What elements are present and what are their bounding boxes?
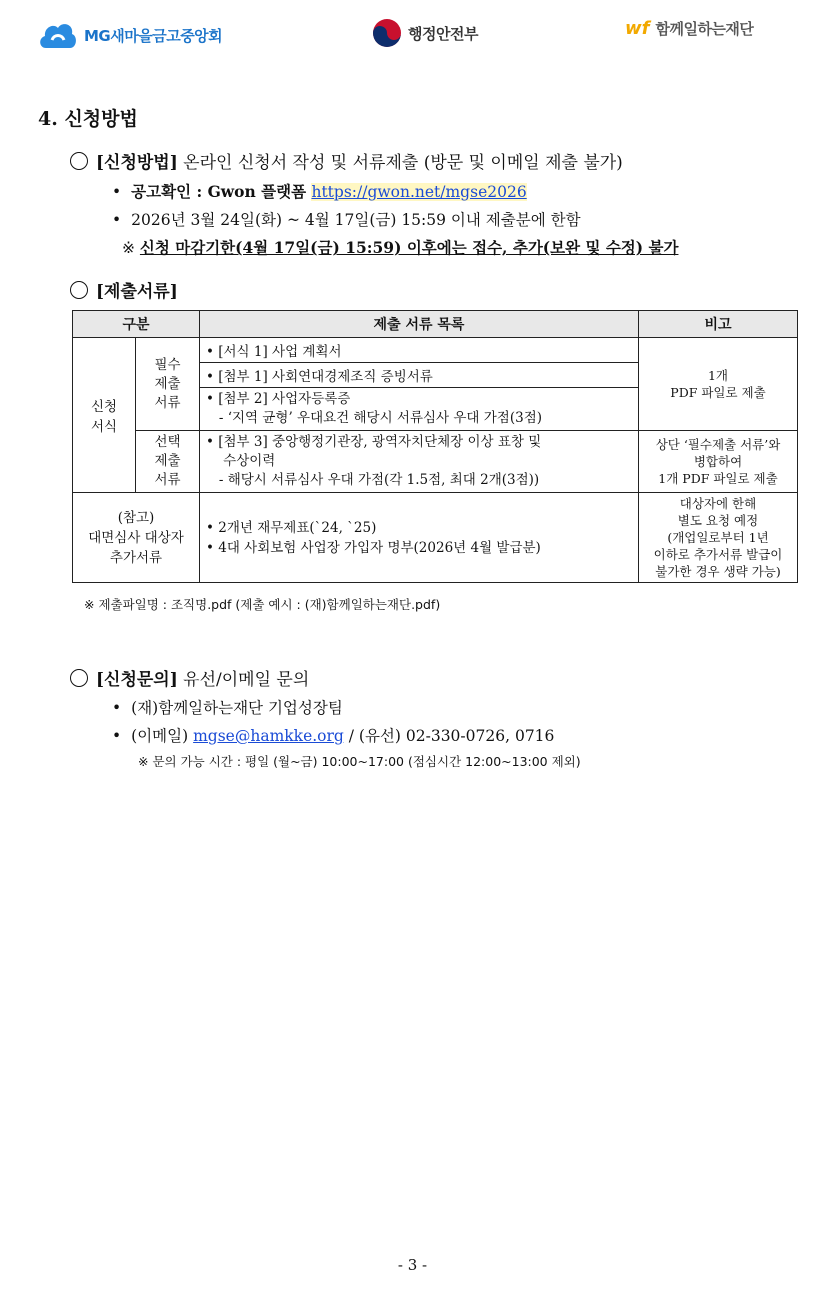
inquiry-hours: ※ 문의 가능 시간 : 평일 (월~금) 10:00~17:00 (점심시간 12:00~13:00 제외) <box>138 754 581 769</box>
apply-method-heading <box>70 148 623 173</box>
filename-footnote: ※ 제출파일명 : 조직명.pdf (제출 예시 : (재)함께일하는재단.pdf) <box>84 597 441 612</box>
circle-bullet-icon <box>70 669 88 687</box>
inquiry-label: [신청문의] <box>96 670 178 690</box>
deadline-warning <box>122 236 678 258</box>
reference-note: 대상자에 한해 별도 요청 예정 (개업일로부터 1년 이하로 추가서류 발급이 불가한 경우 생략 가능) <box>639 493 798 583</box>
page-number: - 3 - <box>397 1256 428 1274</box>
optional-item-main: • [첨부 3] 중앙행정기관장, 광역자치단체장 이상 표창 및 <box>206 434 542 450</box>
required-item-3-sub: - ‘지역 균형’ 우대요건 해당시 서류심사 우대 가점(3점) <box>206 410 542 426</box>
bullet-dot-icon: • <box>112 211 122 229</box>
reference-items <box>200 493 639 583</box>
required-docs-label: 필수 제출 서류 <box>136 338 200 431</box>
period-item <box>112 208 581 230</box>
reference-item-2: • 4대 사회보험 사업장 가입자 명부(2026년 4월 발급분) <box>206 539 541 556</box>
inquiry-team: (재)함께일하는재단 기업성장팀 <box>131 699 343 717</box>
page-header <box>0 18 825 58</box>
reference-item-1: • 2개년 재무제표(`24, `25) <box>206 519 377 536</box>
contact-prefix: (이메일) <box>131 727 194 745</box>
mg-logo-text: MG새마을금고중앙회 <box>84 26 223 45</box>
notice-link[interactable]: https://gwon.net/mgse2026 <box>311 183 527 201</box>
hamkke-logo-text: 함께일하는재단 <box>655 20 754 38</box>
optional-docs-label: 선택 제출 서류 <box>136 431 200 493</box>
table-row <box>73 493 798 583</box>
required-note: 1개 PDF 파일로 제출 <box>639 338 798 431</box>
bullet-dot-icon: • <box>112 183 122 201</box>
optional-item <box>200 431 639 493</box>
apply-text: 온라인 신청서 작성 및 서류제출 (방문 및 이메일 제출 불가) <box>177 153 623 173</box>
section-title: 4. 신청방법 <box>38 108 138 130</box>
required-item-3-main: • [첨부 2] 사업자등록증 <box>206 391 351 407</box>
bullet-dot-icon: • <box>112 727 122 745</box>
group-application-form: 신청 서식 <box>73 338 136 493</box>
mg-cloud-icon <box>38 18 78 52</box>
col-header-docs: 제출 서류 목록 <box>200 311 639 338</box>
reference-docs-label: (참고) 대면심사 대상자 추가서류 <box>73 493 200 583</box>
table-header-row <box>73 311 798 338</box>
docs-heading <box>70 277 178 302</box>
warning-mark: ※ <box>122 239 140 257</box>
hamkke-mark: wf <box>625 18 650 39</box>
hamkke-logo <box>625 18 753 39</box>
apply-label: [신청방법] <box>96 153 178 173</box>
docs-label: [제출서류] <box>96 282 178 302</box>
gov-logo <box>372 18 478 48</box>
period-text: 2026년 3월 24일(화) ~ 4월 17일(금) 15:59 이내 제출분에 한함 <box>131 211 581 229</box>
optional-item-cont: 수상이력 <box>206 453 276 469</box>
inquiry-contact-item <box>112 724 554 746</box>
warning-text: 신청 마감기한(4월 17일(금) 15:59) 이후에는 접수, 추가(보완 및 수정) 불가 <box>139 238 679 257</box>
required-item-2: • [첨부 1] 사회연대경제조직 증빙서류 <box>200 363 639 388</box>
col-header-category: 구분 <box>73 311 200 338</box>
circle-bullet-icon <box>70 281 88 299</box>
inquiry-team-item <box>112 696 343 718</box>
required-item-1: • [서식 1] 사업 계획서 <box>200 338 639 363</box>
required-item-3 <box>200 388 639 431</box>
email-link[interactable]: mgse@hamkke.org <box>193 727 344 745</box>
circle-bullet-icon <box>70 152 88 170</box>
mg-logo <box>38 18 222 52</box>
bullet-dot-icon: • <box>112 699 122 717</box>
inquiry-heading <box>70 665 309 690</box>
inquiry-text: 유선/이메일 문의 <box>177 670 310 690</box>
gov-logo-text: 행정안전부 <box>408 24 478 43</box>
notice-item <box>112 180 527 202</box>
optional-note: 상단 ‘필수제출 서류’와 병합하여 1개 PDF 파일로 제출 <box>639 431 798 493</box>
optional-item-sub: - 해당시 서류심사 우대 가점(각 1.5점, 최대 2개(3점)) <box>206 472 540 488</box>
docs-table <box>72 310 798 583</box>
notice-label: 공고확인 : Gwon 플랫폼 <box>131 182 312 201</box>
taegeuk-icon <box>372 18 402 48</box>
col-header-note: 비고 <box>639 311 798 338</box>
contact-suffix: / (유선) 02-330-0726, 0716 <box>343 727 555 745</box>
table-row <box>73 338 798 363</box>
